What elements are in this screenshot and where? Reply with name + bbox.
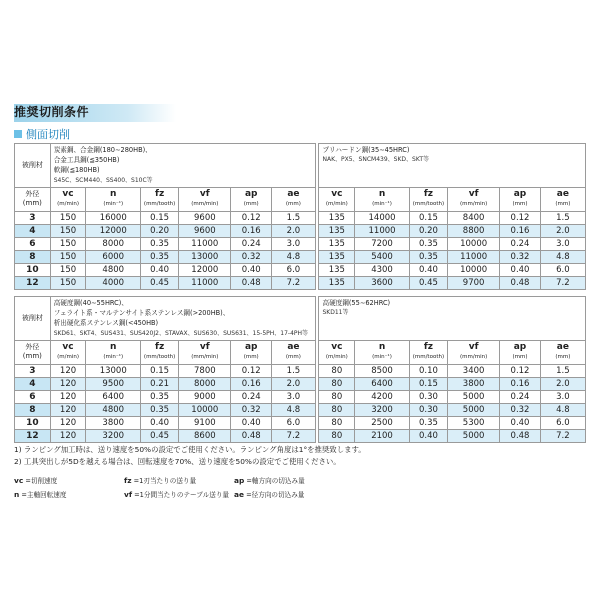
- column-unit: (m/min): [57, 354, 79, 361]
- left-value-ap: 0.40: [231, 416, 271, 429]
- column-symbol: ap: [513, 189, 527, 200]
- left-value-vc: 150: [50, 224, 86, 237]
- column-header-vc: [319, 340, 355, 364]
- right-value-vf: 5000: [447, 390, 499, 403]
- left-value-vc: 150: [50, 276, 86, 289]
- right-value-ae: 1.5: [540, 211, 585, 224]
- left-value-ap: 0.32: [231, 250, 271, 263]
- right-value-n: 2500: [355, 416, 410, 429]
- table-row: [15, 276, 586, 289]
- left-value-ap: 0.16: [231, 224, 271, 237]
- left-value-ap: 0.48: [231, 429, 271, 442]
- left-value-fz: 0.45: [141, 276, 179, 289]
- legend-item: ap =軸方向の切込み量: [234, 476, 305, 485]
- column-header-n: [355, 340, 410, 364]
- left-value-n: 13000: [86, 364, 141, 377]
- column-unit: (mm/min): [460, 354, 488, 361]
- diameter-label: 外径: [25, 343, 40, 352]
- left-value-vc: 150: [50, 263, 86, 276]
- material-label: 被削材: [15, 144, 51, 188]
- column-unit: (mm): [512, 354, 528, 361]
- right-value-ap: 0.48: [500, 276, 540, 289]
- left-value-n: 3800: [86, 416, 141, 429]
- left-value-ae: 3.0: [271, 390, 315, 403]
- left-value-ae: 7.2: [271, 429, 315, 442]
- diameter-cell: 6: [15, 390, 51, 403]
- right-value-ae: 1.5: [540, 364, 585, 377]
- column-symbol: vc: [331, 189, 343, 200]
- steel-grades: SKD11等: [322, 309, 349, 317]
- right-value-vc: 80: [319, 416, 355, 429]
- column-header-ae: [540, 187, 585, 211]
- right-value-vf: 9700: [447, 276, 499, 289]
- right-value-ap: 0.48: [500, 429, 540, 442]
- column-symbol: ap: [244, 189, 258, 200]
- left-value-ap: 0.24: [231, 390, 271, 403]
- column-header-vf: [179, 187, 231, 211]
- left-value-ae: 6.0: [271, 263, 315, 276]
- table-row: [15, 224, 586, 237]
- right-material-cell: [319, 297, 586, 341]
- legend-item: n =主軸回転速度: [14, 490, 67, 499]
- column-unit: (min⁻¹): [103, 354, 124, 361]
- diameter-cell: 10: [15, 263, 51, 276]
- left-value-fz: 0.40: [141, 263, 179, 276]
- column-symbol: vc: [62, 342, 74, 353]
- column-symbol: n: [378, 189, 386, 200]
- right-value-vc: 135: [319, 276, 355, 289]
- legend-item: fz =1刃当たりの送り量: [124, 476, 197, 485]
- left-value-vc: 120: [50, 390, 86, 403]
- left-value-fz: 0.45: [141, 429, 179, 442]
- right-value-n: 11000: [355, 224, 410, 237]
- right-value-ae: 6.0: [540, 263, 585, 276]
- material-name: 高硬度鋼(55∼62HRC): [322, 299, 391, 307]
- right-value-vc: 135: [319, 263, 355, 276]
- column-header-ap: [231, 187, 271, 211]
- column-unit: (mm/tooth): [143, 354, 176, 361]
- left-value-fz: 0.21: [141, 377, 179, 390]
- column-header-ae: [540, 340, 585, 364]
- right-value-vc: 135: [319, 224, 355, 237]
- column-header-fz: [141, 187, 179, 211]
- column-symbol: fz: [155, 189, 165, 200]
- left-value-ae: 7.2: [271, 276, 315, 289]
- right-value-ap: 0.16: [500, 224, 540, 237]
- column-unit: (mm/min): [191, 354, 219, 361]
- right-value-fz: 0.35: [409, 250, 447, 263]
- material-name: 炭素鋼、合金鋼(180∼280HB)、: [53, 146, 152, 154]
- column-symbol: fz: [423, 189, 433, 200]
- column-symbol: ap: [244, 342, 258, 353]
- left-value-vf: 8000: [179, 377, 231, 390]
- column-header-n: [86, 340, 141, 364]
- left-value-vc: 150: [50, 250, 86, 263]
- column-header-n: [86, 187, 141, 211]
- diameter-cell: 6: [15, 237, 51, 250]
- column-header-vc: [50, 187, 86, 211]
- right-value-fz: 0.30: [409, 403, 447, 416]
- right-value-n: 4300: [355, 263, 410, 276]
- material-name: 析出硬化系ステンレス鋼(<450HB): [53, 319, 159, 328]
- left-value-ap: 0.40: [231, 263, 271, 276]
- right-value-vc: 80: [319, 429, 355, 442]
- column-symbol: ae: [287, 189, 300, 200]
- right-value-vf: 5000: [447, 429, 499, 442]
- left-value-ae: 3.0: [271, 237, 315, 250]
- left-value-n: 16000: [86, 211, 141, 224]
- column-unit: (min⁻¹): [372, 201, 392, 208]
- column-header-ap: [500, 340, 540, 364]
- left-value-ae: 2.0: [271, 377, 315, 390]
- left-value-vf: 7800: [179, 364, 231, 377]
- right-value-n: 8500: [355, 364, 410, 377]
- right-value-vc: 80: [319, 390, 355, 403]
- table-row: [15, 250, 586, 263]
- right-value-ap: 0.40: [500, 416, 540, 429]
- right-value-vc: 80: [319, 364, 355, 377]
- section-subtitle: [14, 126, 70, 142]
- diameter-unit: (mm): [22, 199, 42, 208]
- column-header-vc: [50, 340, 86, 364]
- column-header-fz: [141, 340, 179, 364]
- left-value-n: 3200: [86, 429, 141, 442]
- column-header-ap: [231, 340, 271, 364]
- diameter-cell: 8: [15, 250, 51, 263]
- column-symbol: ae: [287, 342, 300, 353]
- column-unit: (mm/min): [460, 201, 488, 208]
- column-symbol: vf: [468, 189, 479, 200]
- note-1: 1) ランピング加工時は、送り速度を50%の設定でご使用ください。ランピング角度は1°を推奨致します。: [14, 445, 366, 454]
- material-name: 軟鋼(≦180HB): [53, 166, 100, 175]
- table-row: [15, 429, 586, 442]
- column-unit: (mm): [243, 201, 259, 208]
- right-value-vf: 8400: [447, 211, 499, 224]
- column-header-ae: [271, 187, 315, 211]
- right-value-ae: 4.8: [540, 250, 585, 263]
- right-value-fz: 0.30: [409, 390, 447, 403]
- column-symbol: vf: [199, 189, 210, 200]
- left-value-vc: 120: [50, 416, 86, 429]
- left-value-ap: 0.12: [231, 211, 271, 224]
- steel-grades: S45C、SCM440、SS400、S10C等: [53, 176, 153, 184]
- left-value-n: 4800: [86, 263, 141, 276]
- column-unit: (mm): [285, 201, 301, 208]
- left-value-fz: 0.15: [141, 364, 179, 377]
- left-value-ae: 1.5: [271, 364, 315, 377]
- right-value-n: 3600: [355, 276, 410, 289]
- left-value-n: 6000: [86, 250, 141, 263]
- left-value-fz: 0.35: [141, 250, 179, 263]
- right-value-fz: 0.35: [409, 237, 447, 250]
- right-value-fz: 0.40: [409, 263, 447, 276]
- column-header-ap: [500, 187, 540, 211]
- left-value-ap: 0.16: [231, 377, 271, 390]
- column-unit: (mm): [243, 354, 259, 361]
- right-value-vf: 11000: [447, 250, 499, 263]
- column-symbol: vc: [62, 189, 74, 200]
- right-value-ap: 0.24: [500, 390, 540, 403]
- left-material-cell: [50, 144, 315, 188]
- table-row: [15, 377, 586, 390]
- table-row: [15, 403, 586, 416]
- right-value-vc: 80: [319, 377, 355, 390]
- right-value-ap: 0.12: [500, 364, 540, 377]
- left-value-vc: 150: [50, 211, 86, 224]
- notes: [14, 444, 366, 468]
- right-value-ap: 0.32: [500, 403, 540, 416]
- column-symbol: vf: [468, 342, 479, 353]
- table-row: [15, 237, 586, 250]
- right-value-fz: 0.20: [409, 224, 447, 237]
- legend-item: ae =径方向の切込み量: [234, 490, 305, 499]
- diameter-cell: 12: [15, 429, 51, 442]
- right-value-n: 7200: [355, 237, 410, 250]
- column-unit: (m/min): [325, 201, 348, 208]
- diameter-unit: (mm): [22, 352, 42, 361]
- column-header-n: [355, 187, 410, 211]
- left-value-n: 6400: [86, 390, 141, 403]
- right-value-ae: 3.0: [540, 237, 585, 250]
- diameter-cell: 4: [15, 224, 51, 237]
- left-value-vf: 8600: [179, 429, 231, 442]
- column-header-vf: [447, 340, 499, 364]
- table-row: [15, 211, 586, 224]
- left-value-vc: 120: [50, 364, 86, 377]
- column-symbol: fz: [423, 342, 433, 353]
- diameter-cell: 3: [15, 364, 51, 377]
- right-value-fz: 0.10: [409, 364, 447, 377]
- right-material-cell: [319, 144, 586, 188]
- left-value-ap: 0.48: [231, 276, 271, 289]
- left-value-ae: 6.0: [271, 416, 315, 429]
- diameter-cell: 10: [15, 416, 51, 429]
- material-name: プリハードン鋼(35∼45HRC): [322, 146, 410, 154]
- right-value-fz: 0.35: [409, 416, 447, 429]
- left-value-vf: 12000: [179, 263, 231, 276]
- right-value-ap: 0.12: [500, 211, 540, 224]
- table-row: [15, 263, 586, 276]
- cutting-table-2: [14, 296, 586, 443]
- left-value-vf: 13000: [179, 250, 231, 263]
- column-unit: (mm): [285, 354, 301, 361]
- bullet-square-icon: [14, 130, 22, 138]
- material-name: 高硬度鋼(40∼55HRC)、: [53, 299, 128, 307]
- left-value-fz: 0.35: [141, 403, 179, 416]
- column-symbol: n: [110, 342, 117, 353]
- left-value-ae: 4.8: [271, 403, 315, 416]
- left-value-ap: 0.12: [231, 364, 271, 377]
- material-label: 被削材: [15, 297, 51, 341]
- right-value-ap: 0.16: [500, 377, 540, 390]
- column-unit: (mm/tooth): [412, 354, 445, 361]
- right-value-vf: 3800: [447, 377, 499, 390]
- right-value-ap: 0.40: [500, 263, 540, 276]
- column-symbol: n: [378, 342, 386, 353]
- column-symbol: fz: [155, 342, 165, 353]
- right-value-fz: 0.15: [409, 377, 447, 390]
- left-value-n: 4800: [86, 403, 141, 416]
- column-header-vf: [447, 187, 499, 211]
- left-value-vf: 11000: [179, 237, 231, 250]
- diameter-cell: 8: [15, 403, 51, 416]
- column-symbol: ae: [556, 342, 569, 353]
- right-value-n: 2100: [355, 429, 410, 442]
- column-unit: (m/min): [325, 354, 348, 361]
- column-header-fz: [409, 187, 447, 211]
- left-value-vf: 11000: [179, 276, 231, 289]
- column-unit: (mm): [555, 201, 571, 208]
- note-2: 2) 工具突出しが5Dを越える場合は、回転速度を70%、送り速度を50%の設定でご使用ください。: [14, 457, 341, 466]
- right-value-vf: 10000: [447, 237, 499, 250]
- right-value-ap: 0.32: [500, 250, 540, 263]
- steel-grades: SKD61、SKT4、SUS431、SUS420J2、STAVAX、SUS630、SUS631、15-5PH、17-4PH等: [53, 329, 309, 337]
- diameter-label: 外径: [25, 190, 40, 199]
- right-value-ae: 7.2: [540, 429, 585, 442]
- left-value-vc: 120: [50, 403, 86, 416]
- left-value-ap: 0.32: [231, 403, 271, 416]
- left-material-cell: [50, 297, 315, 341]
- right-value-n: 4200: [355, 390, 410, 403]
- right-value-fz: 0.45: [409, 276, 447, 289]
- right-value-ae: 7.2: [540, 276, 585, 289]
- right-value-ae: 2.0: [540, 377, 585, 390]
- right-value-fz: 0.40: [409, 429, 447, 442]
- left-value-vf: 9100: [179, 416, 231, 429]
- right-value-vc: 135: [319, 237, 355, 250]
- left-value-ae: 1.5: [271, 211, 315, 224]
- column-symbol: ap: [513, 342, 527, 353]
- column-symbol: vf: [199, 342, 210, 353]
- subtitle-text: 側面切削: [26, 128, 70, 141]
- table-row: [15, 390, 586, 403]
- column-header-fz: [409, 340, 447, 364]
- column-unit: (mm): [512, 201, 528, 208]
- left-value-fz: 0.35: [141, 390, 179, 403]
- right-value-vf: 8800: [447, 224, 499, 237]
- left-value-n: 9500: [86, 377, 141, 390]
- legend-item: vc =切削速度: [14, 476, 58, 485]
- left-value-vf: 9600: [179, 211, 231, 224]
- left-value-ae: 4.8: [271, 250, 315, 263]
- material-name: フェライト系・マルテンサイト系ステンレス鋼(>200HB)、: [53, 309, 230, 318]
- left-value-fz: 0.20: [141, 224, 179, 237]
- right-value-n: 3200: [355, 403, 410, 416]
- column-header-vc: [319, 187, 355, 211]
- steel-grades: NAK、PX5、SNCM439、SKD、SKT等: [322, 156, 429, 164]
- column-unit: (m/min): [57, 201, 79, 208]
- left-value-vf: 9600: [179, 224, 231, 237]
- right-value-vc: 80: [319, 403, 355, 416]
- right-value-n: 5400: [355, 250, 410, 263]
- left-value-ae: 2.0: [271, 224, 315, 237]
- material-name: 合金工具鋼(≦350HB): [53, 156, 120, 165]
- right-value-n: 14000: [355, 211, 410, 224]
- legend-row-2: [14, 488, 344, 502]
- right-value-vf: 3400: [447, 364, 499, 377]
- right-value-ap: 0.24: [500, 237, 540, 250]
- right-value-vc: 135: [319, 250, 355, 263]
- column-symbol: ae: [556, 189, 569, 200]
- column-unit: (mm): [555, 354, 571, 361]
- right-value-ae: 6.0: [540, 416, 585, 429]
- left-value-vc: 120: [50, 429, 86, 442]
- left-value-n: 12000: [86, 224, 141, 237]
- left-value-vc: 150: [50, 237, 86, 250]
- right-value-ae: 3.0: [540, 390, 585, 403]
- right-value-vf: 5000: [447, 403, 499, 416]
- right-value-fz: 0.15: [409, 211, 447, 224]
- left-value-fz: 0.40: [141, 416, 179, 429]
- column-header-vf: [179, 340, 231, 364]
- table-row: [15, 364, 586, 377]
- right-value-vf: 10000: [447, 263, 499, 276]
- column-unit: (mm/min): [191, 201, 219, 208]
- column-unit: (min⁻¹): [103, 201, 124, 208]
- diameter-cell: 4: [15, 377, 51, 390]
- right-value-ae: 4.8: [540, 403, 585, 416]
- column-header-ae: [271, 340, 315, 364]
- left-value-ap: 0.24: [231, 237, 271, 250]
- column-unit: (mm/tooth): [412, 201, 445, 208]
- legend: [14, 474, 344, 502]
- right-value-vf: 5300: [447, 416, 499, 429]
- column-unit: (min⁻¹): [372, 354, 392, 361]
- left-value-vf: 9000: [179, 390, 231, 403]
- column-unit: (mm/tooth): [143, 201, 176, 208]
- left-value-n: 4000: [86, 276, 141, 289]
- left-value-fz: 0.15: [141, 211, 179, 224]
- legend-row-1: [14, 474, 344, 488]
- diameter-header: [15, 187, 51, 211]
- legend-item: vf =1分間当たりのテーブル送り量: [124, 490, 230, 499]
- left-value-vf: 10000: [179, 403, 231, 416]
- right-value-n: 6400: [355, 377, 410, 390]
- right-value-ae: 2.0: [540, 224, 585, 237]
- diameter-header: [15, 340, 51, 364]
- column-symbol: n: [110, 189, 117, 200]
- left-value-fz: 0.35: [141, 237, 179, 250]
- page-title: 推奨切削条件: [14, 105, 90, 119]
- diameter-cell: 3: [15, 211, 51, 224]
- left-value-vc: 120: [50, 377, 86, 390]
- cutting-table-1: [14, 143, 586, 290]
- diameter-cell: 12: [15, 276, 51, 289]
- left-value-n: 8000: [86, 237, 141, 250]
- right-value-vc: 135: [319, 211, 355, 224]
- column-symbol: vc: [331, 342, 343, 353]
- table-row: [15, 416, 586, 429]
